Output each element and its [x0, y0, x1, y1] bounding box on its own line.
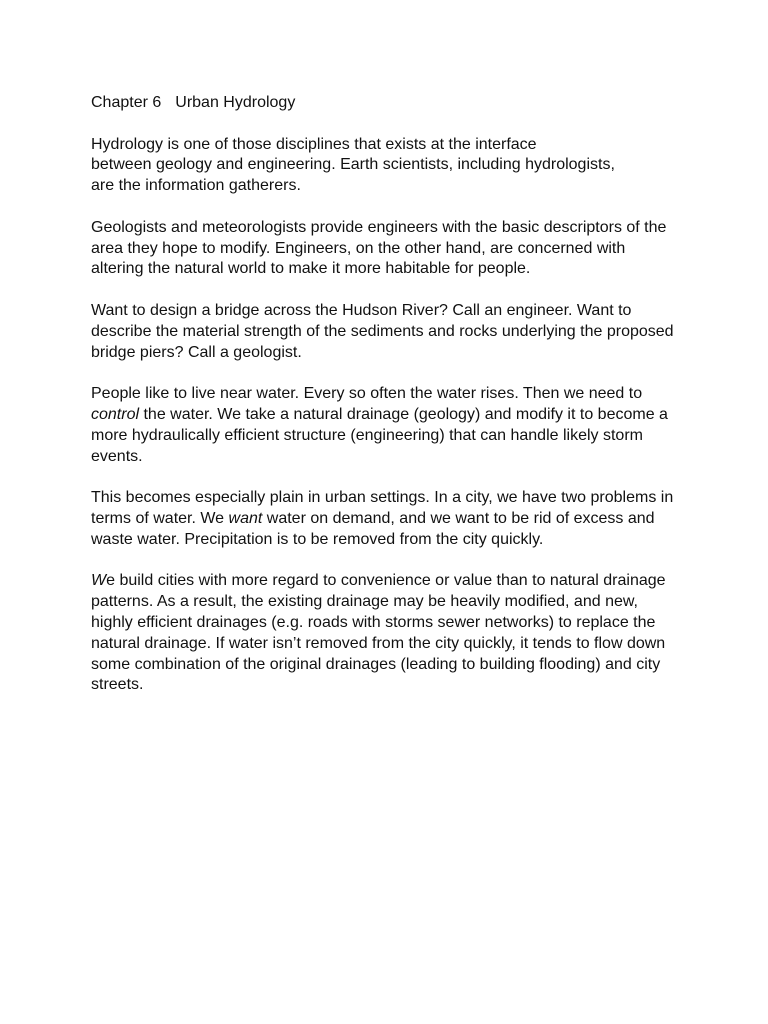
paragraph-5-emphasis: want: [228, 509, 263, 527]
paragraph-4-text-after: the water. We take a natural drainage (geology) and modify it to become a more hydraulically efficient structure (engineering) that can handle likely storm events.: [91, 405, 668, 465]
paragraph-5-text-before: This becomes especially plain in urban settings. In a city, we have two problems in terms of water. We: [91, 489, 674, 527]
paragraph-6-emphasis: W: [91, 572, 107, 590]
paragraph-2: Geologists and meteorologists provide engineers with the basic descriptors of the area they hope to modify. Engineers, on the other hand, are concerned with altering the natural world to make it more habitable for people.: [91, 218, 667, 278]
paragraph-6-text-after: e build cities with more regard to convenience or value than to natural drainage patterns. As a result, the existing drainage may be heavily modified, and new, highly efficient drainages (e.g. roads with storms sewer networks) to replace the natural drainage. If water isn’t removed from the city quickly, it tends to flow down some combination of the original drainages (leading to building flooding) and city streets.: [91, 572, 666, 694]
paragraph-1: [91, 135, 681, 197]
paragraph-5-text-after: water on demand, and we want to be rid of excess and waste water. Precipitation is to be removed from the city quickly.: [91, 509, 655, 548]
paragraph-6: [91, 571, 681, 696]
paragraph-1-line-1: Hydrology is one of those disciplines that exists at the interface: [91, 135, 537, 153]
paragraph-1-line-3: are the information gatherers.: [91, 177, 301, 195]
chapter-number: Chapter 6: [91, 94, 162, 111]
paragraph-4-emphasis: control: [91, 405, 140, 423]
paragraph-3: Want to design a bridge across the Hudson River? Call an engineer. Want to describe the material strength of the sediments and rocks underlying the proposed bridge piers? Call a geologist.: [91, 301, 674, 361]
paragraph-5: [91, 488, 681, 550]
paragraph-1-line-2: between geology and engineering. Earth scientists, including hydrologists,: [91, 156, 615, 174]
document-body: [91, 93, 681, 717]
chapter-title: Urban Hydrology: [175, 94, 296, 111]
chapter-heading: [91, 93, 681, 114]
paragraph-4: [91, 384, 681, 467]
paragraph-4-text-before: People like to live near water. Every so often the water rises. Then we need to: [91, 385, 643, 403]
